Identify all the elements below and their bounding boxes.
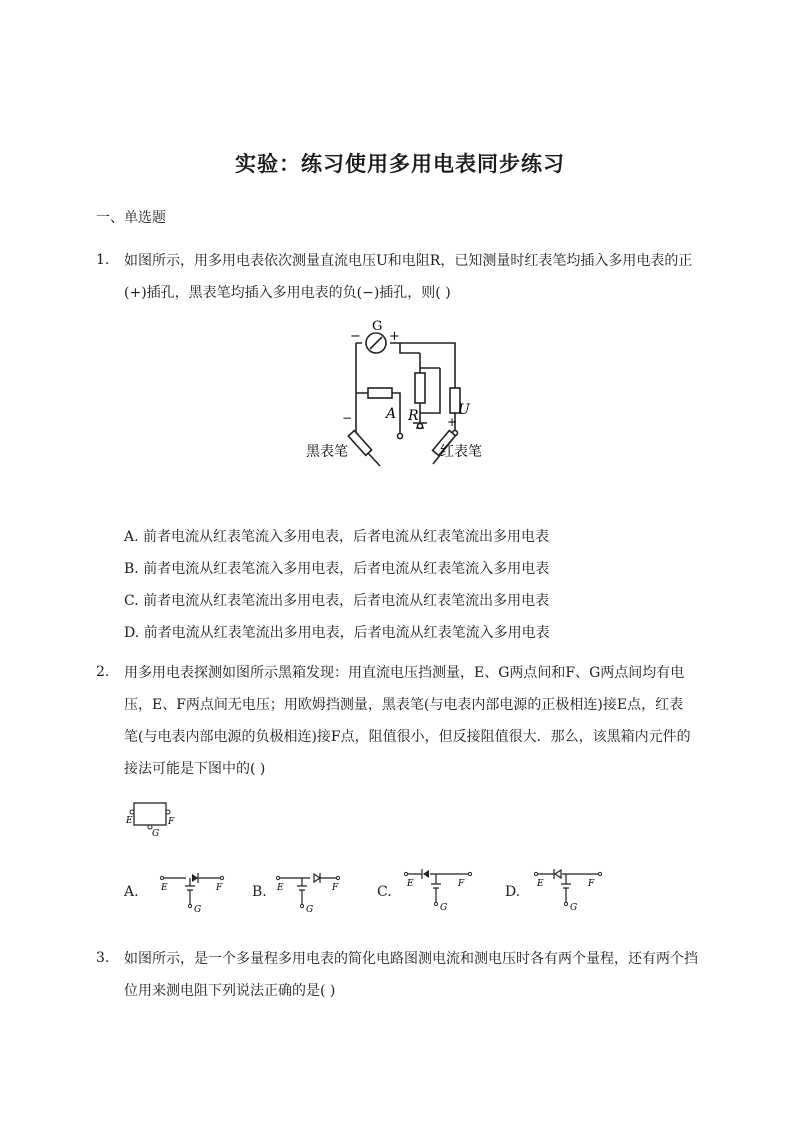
figure-label-plus: +	[389, 329, 400, 344]
diode-icon	[192, 874, 198, 882]
q2-option-c-label[interactable]: C.	[377, 884, 392, 900]
svg-text:G: G	[440, 903, 448, 912]
section-heading: 一、单选题	[96, 210, 166, 226]
q1-option-c[interactable]: C. 前者电流从红表笔流出多用电表，后者电流从红表笔流出多用电表	[124, 593, 550, 609]
question-1-number: 1.	[96, 252, 110, 268]
figure-label-minus-top: −	[350, 329, 361, 344]
variable-resistor-icon	[415, 373, 425, 403]
figure-label-red-probe: 红表笔	[440, 444, 482, 460]
multimeter-circuit-figure	[300, 318, 510, 468]
svg-text:G: G	[570, 903, 578, 912]
q2-option-b-label[interactable]: B.	[252, 884, 267, 900]
diode-icon	[555, 870, 561, 878]
question-2-line-4: 接法可能是下图中的( )	[124, 761, 266, 777]
figure-label-g: G	[372, 319, 383, 334]
figure-label-plus-u: +	[447, 415, 458, 429]
question-3-line-2: 位用来测电阻下列说法正确的是( )	[124, 983, 336, 999]
resistor-icon	[368, 388, 392, 398]
svg-text:G: G	[152, 829, 160, 838]
svg-text:E: E	[126, 816, 133, 826]
question-2-number: 2.	[96, 664, 110, 680]
svg-text:F: F	[458, 879, 465, 889]
black-box-icon	[134, 803, 166, 825]
q2-option-a-label[interactable]: A.	[124, 884, 139, 900]
question-1-line-1: 如图所示，用多用电表依次测量直流电压U和电阻R，已知测量时红表笔均插入多用电表的正	[124, 253, 693, 269]
figure-label-u: U	[458, 402, 470, 418]
svg-text:F: F	[332, 883, 339, 893]
figure-label-a: A	[386, 406, 397, 422]
figure-label-black-probe: 黑表笔	[306, 444, 348, 460]
svg-text:E: E	[537, 879, 544, 889]
question-3-number: 3.	[96, 950, 110, 966]
svg-text:F: F	[168, 817, 175, 827]
question-1-line-2: (+)插孔，黑表笔均插入多用电表的负(−)插孔，则( )	[124, 285, 451, 301]
svg-text:E: E	[407, 879, 414, 889]
question-3-line-1: 如图所示，是一个多量程多用电表的简化电路图测电流和测电压时各有两个量程，还有两个挡	[124, 951, 698, 967]
q2-option-d-label[interactable]: D.	[505, 884, 521, 900]
black-probe-icon	[348, 431, 380, 466]
page-title: 实验：练习使用多用电表同步练习	[235, 151, 565, 176]
black-box-figure	[122, 798, 182, 838]
svg-text:G: G	[306, 905, 314, 914]
q2-option-a-diagram[interactable]	[158, 868, 228, 914]
q2-option-d-diagram[interactable]	[532, 866, 604, 912]
diode-icon	[423, 870, 429, 878]
q2-option-b-diagram[interactable]	[274, 868, 344, 914]
figure-label-r: R	[408, 408, 419, 424]
question-2-line-3: 笔(与电表内部电源的负极相连)接F点，阻值很小，但反接阻值很大．那么，该黑箱内元件的	[124, 729, 691, 745]
svg-text:E: E	[277, 883, 284, 893]
svg-text:G: G	[194, 905, 202, 914]
figure-label-minus-bottom: −	[342, 411, 353, 425]
q1-option-a[interactable]: A. 前者电流从红表笔流入多用电表，后者电流从红表笔流出多用电表	[124, 529, 550, 545]
question-2-line-1: 用多用电表探测如图所示黑箱发现：用直流电压挡测量，E、G两点间和F、G两点间均有电	[124, 665, 685, 681]
q1-option-d[interactable]: D. 前者电流从红表笔流出多用电表，后者电流从红表笔流入多用电表	[124, 625, 550, 641]
svg-text:F: F	[216, 883, 223, 893]
q2-option-c-diagram[interactable]	[402, 866, 474, 912]
diode-icon	[314, 874, 320, 882]
svg-text:E: E	[161, 883, 168, 893]
svg-text:F: F	[588, 879, 595, 889]
question-2-line-2: 压，E、F两点间无电压；用欧姆挡测量，黑表笔(与电表内部电源的正极相连)接E点，红表	[124, 697, 684, 713]
q1-option-b[interactable]: B. 前者电流从红表笔流入多用电表，后者电流从红表笔流入多用电表	[124, 561, 550, 577]
